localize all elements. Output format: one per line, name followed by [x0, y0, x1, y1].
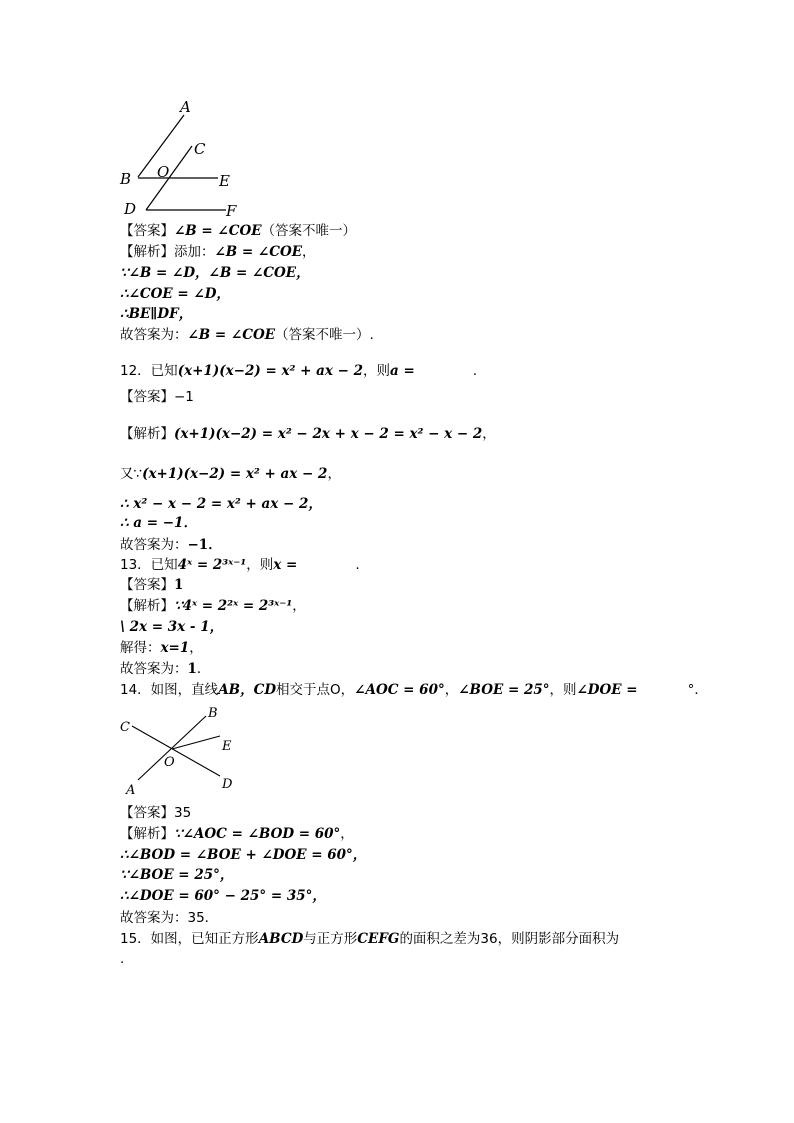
q12-step2: ∴ x² − x − 2 = x² + ax − 2， [120, 496, 322, 512]
q14-final: 故答案为：35． [120, 910, 219, 926]
q14-stem-sep: ， [444, 682, 459, 698]
analysis-math: (x+1)(x−2) = x² − 2x + x − 2 = x² − x − 2 [174, 426, 483, 442]
q13-answer [120, 576, 183, 594]
q14-answer: 【答案】35 [120, 805, 192, 821]
q14-stem-mid: 相交于点O， [276, 682, 355, 698]
analysis-math: ∠B = ∠COE [214, 244, 303, 260]
q14-lines: AB，CD [218, 682, 277, 698]
q14-angle-boe: ∠BOE = 25° [458, 682, 550, 698]
step-math: (x+1)(x−2) = x² + ax − 2 [142, 466, 328, 482]
q14-step3: ∴∠DOE = 60° − 25° = 35°， [120, 888, 326, 904]
q11-step1: ∵∠B = ∠D，∠B = ∠COE， [120, 265, 310, 281]
line-oe [172, 736, 220, 749]
label-b: B [208, 706, 218, 721]
step-math: x=1 [160, 640, 190, 656]
line-ab [138, 716, 206, 780]
q11-step2: ∴∠COE = ∠D， [120, 286, 230, 302]
q15-stem-mid: 与正方形 [303, 931, 358, 947]
q15-stem-line2: . [120, 951, 125, 967]
q13-step1: \ 2x = 3x - 1， [120, 619, 224, 635]
figure-parallel-lines [110, 92, 260, 222]
label-c: C [194, 140, 206, 158]
final-tag: 故答案为： [120, 661, 188, 677]
q14-number: 14．如图，直线 [120, 682, 219, 698]
final-end: ． [196, 661, 211, 677]
q13-number: 13．已知 [120, 557, 178, 573]
step-end: ， [327, 466, 341, 482]
final-math: −1． [187, 537, 222, 553]
q12-final [120, 536, 222, 554]
analysis-end: ， [340, 826, 354, 842]
analysis-tag: 【解析】 [120, 426, 174, 442]
analysis-math: ∵4ˣ = 2²ˣ = 2³ˣ⁻¹ [174, 598, 293, 614]
q14-stem-then: ，则 [549, 682, 577, 698]
label-c: C [120, 720, 130, 735]
q12-step1 [120, 465, 341, 483]
final-math: 1 [187, 661, 197, 677]
label-o: O [157, 163, 170, 181]
q13-step2 [120, 639, 203, 657]
q14-analysis [120, 825, 354, 843]
label-f: F [226, 202, 237, 220]
analysis-tag: 【解析】 [120, 598, 174, 614]
label-d: D [124, 200, 137, 218]
label-a: A [180, 98, 191, 116]
q13-analysis [120, 597, 306, 615]
q14-angle-aoc: ∠AOC = 60° [354, 682, 445, 698]
q13-final [120, 660, 210, 678]
q13-stem-end: . [355, 557, 360, 573]
label-a: A [126, 783, 136, 798]
analysis-tag: 【解析】 [120, 826, 174, 842]
final-tag: 故答案为： [120, 537, 188, 553]
q13-stem-mid: ，则 [246, 557, 274, 573]
step-end: ， [189, 640, 203, 656]
label-b: B [120, 170, 132, 188]
line-cd [132, 726, 220, 776]
q14-step1: ∴∠BOD = ∠BOE + ∠DOE = 60°， [120, 847, 367, 863]
label-d: D [222, 777, 233, 792]
q15-number: 15．如图，已知正方形 [120, 931, 259, 947]
q12-step3: ∴ a = −1． [120, 515, 197, 531]
q12-variable: a = [390, 363, 415, 379]
step-prefix: 又∵ [120, 466, 143, 482]
answer-tag: 【答案】 [120, 223, 174, 239]
q12-stem-end: . [472, 363, 478, 379]
final-tag: 故答案为： [120, 327, 188, 343]
step-prefix: 解得： [120, 640, 161, 656]
q15-square-cefg: CEFG [357, 931, 400, 947]
q14-stem [120, 681, 708, 699]
q11-analysis [120, 243, 316, 261]
label-e: E [219, 172, 230, 190]
q14-target: ∠DOE = [576, 682, 638, 698]
answer-note: （答案不唯一） [261, 223, 357, 239]
answer-tag: 【答案】 [120, 577, 174, 593]
analysis-tag: 【解析】添加： [120, 244, 215, 260]
q12-equation: (x+1)(x−2) = x² + ax − 2 [177, 363, 364, 379]
q12-answer: 【答案】−1 [120, 389, 194, 405]
q12-analysis [120, 425, 496, 443]
label-e: E [222, 739, 232, 754]
answer-math: 1 [174, 577, 184, 593]
analysis-end: ， [302, 244, 316, 260]
analysis-math: ∵∠AOC = ∠BOD = 60° [174, 826, 341, 842]
q13-stem [120, 556, 360, 574]
q13-variable: x = [273, 557, 298, 573]
q15-stem-end: 的面积之差为36，则阴影部分面积为 [399, 931, 620, 947]
analysis-end: ， [292, 598, 306, 614]
q14-stem-end: °． [687, 682, 708, 698]
label-o: O [164, 755, 175, 770]
q11-step3: ∴BE∥DF， [120, 306, 193, 322]
q15-square-abcd: ABCD [258, 931, 304, 947]
final-note: （答案不唯一）. [275, 327, 374, 343]
analysis-end: ， [482, 426, 496, 442]
q11-answer [120, 222, 356, 240]
q11-final [120, 326, 374, 344]
q14-step2: ∵∠BOE = 25°， [120, 867, 234, 883]
answer-math: ∠B = ∠COE [174, 223, 262, 239]
q12-stem [120, 362, 477, 380]
q15-stem [120, 930, 619, 948]
q12-number: 12．已知 [120, 363, 178, 379]
q13-equation: 4ˣ = 2³ˣ⁻¹ [177, 557, 247, 573]
final-math: ∠B = ∠COE [187, 327, 276, 343]
figure-intersecting-lines [112, 702, 252, 798]
q12-stem-mid: ，则 [363, 363, 391, 379]
